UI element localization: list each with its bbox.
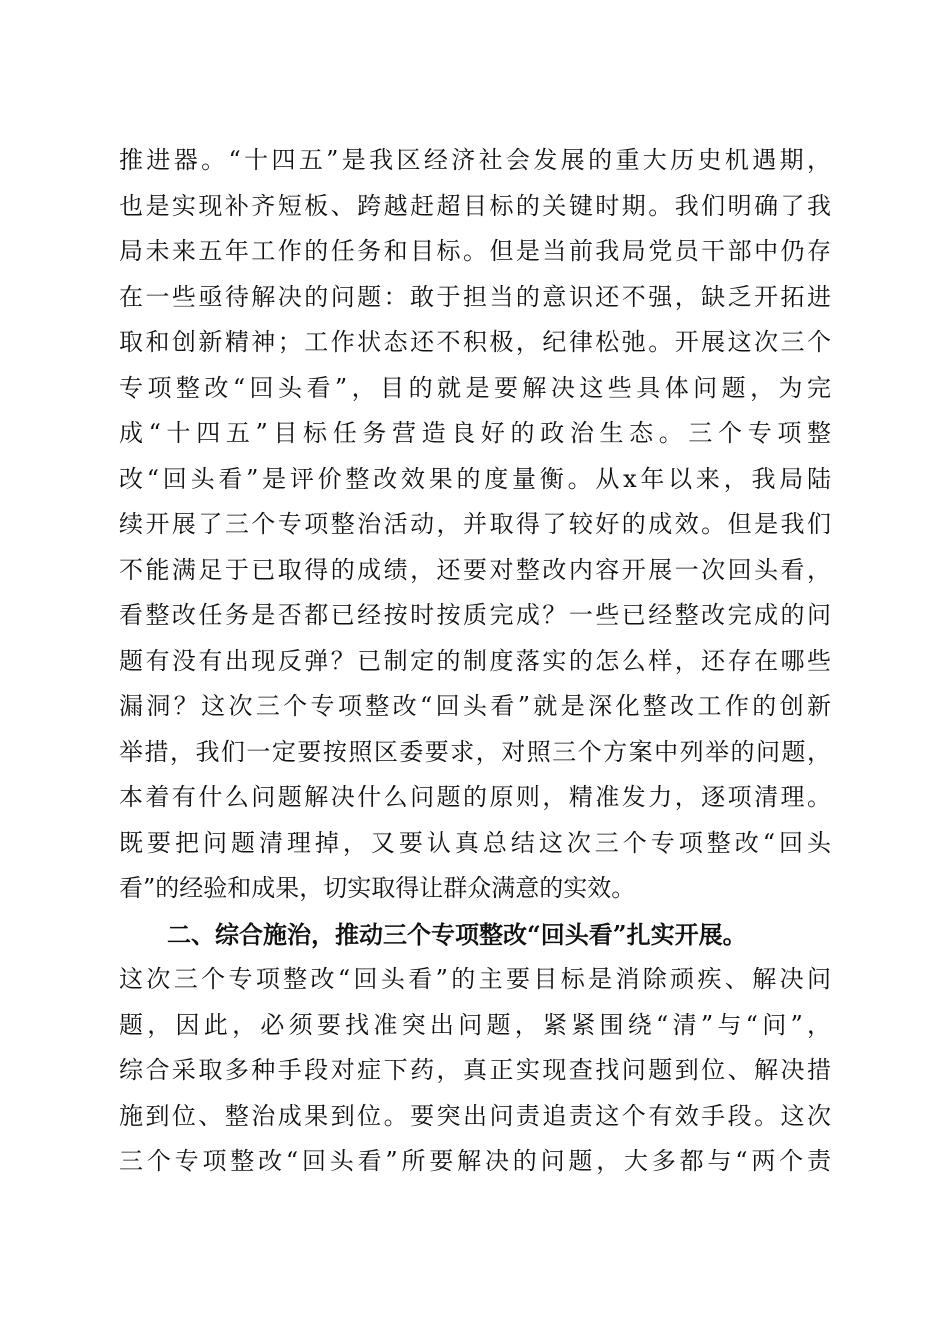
text-line: 三个专项整改“回头看”所要解决的问题，大多都与“两个责 [119,1147,831,1175]
text-line: 既要把问题清理掉，又要认真总结这次三个专项整改“回头 [119,828,831,857]
text-line: 专项整改“回头看”，目的就是要解决这些具体问题，为完 [119,373,831,402]
text-line: 取和创新精神；工作状态还不积极，纪律松弛。开展这次三个 [119,328,831,356]
text-line: 综合采取多种手段对症下药，真正实现查找问题到位、解决措 [119,1056,831,1084]
text-line: 漏洞？这次三个专项整改“回头看”就是深化整改工作的创新 [119,692,831,720]
text-line: 看”的经验和成果，切实取得让群众满意的实效。 [119,874,636,902]
section-heading: 二、综合施治，推动三个专项整改“回头看”扎实开展。 [167,919,747,949]
text-line: 局未来五年工作的任务和目标。但是当前我局党员干部中仍存 [119,237,831,265]
text-line: 本着有什么问题解决什么问题的原则，精准发力，逐项清理。 [119,783,831,811]
body-text [119,138,831,1185]
text-line: 举措，我们一定要按照区委要求，对照三个方案中列举的问题， [119,737,831,766]
text-line: 推进器。“十四五”是我区经济社会发展的重大历史机遇期， [119,146,831,174]
text-line: 题，因此，必须要找准突出问题，紧紧围绕“清”与“问”， [119,1010,831,1039]
text-line: 也是实现补齐短板、跨越赶超目标的关键时期。我们明确了我 [119,191,831,220]
text-line: 成“十四五”目标任务营造良好的政治生态。三个专项整 [119,419,831,447]
text-line: 续开展了三个专项整治活动，并取得了较好的成效。但是我们 [119,510,831,538]
text-line: 在一些亟待解决的问题：敢于担当的意识还不强，缺乏开拓进 [119,282,831,311]
text-line: 这次三个专项整改“回头看”的主要目标是消除顽疾、解决问 [119,965,831,993]
text-line: 施到位、整治成果到位。要突出问责追责这个有效手段。这次 [119,1101,831,1130]
text-line: 题有没有出现反弹？已制定的制度落实的怎么样，还存在哪些 [119,646,831,675]
text-line: 改“回头看”是评价整改效果的度量衡。从x年以来，我局陆 [119,464,831,493]
text-line: 不能满足于已取得的成绩，还要对整改内容开展一次回头看， [119,555,831,584]
text-line: 看整改任务是否都已经按时按质完成？一些已经整改完成的问 [119,601,831,629]
